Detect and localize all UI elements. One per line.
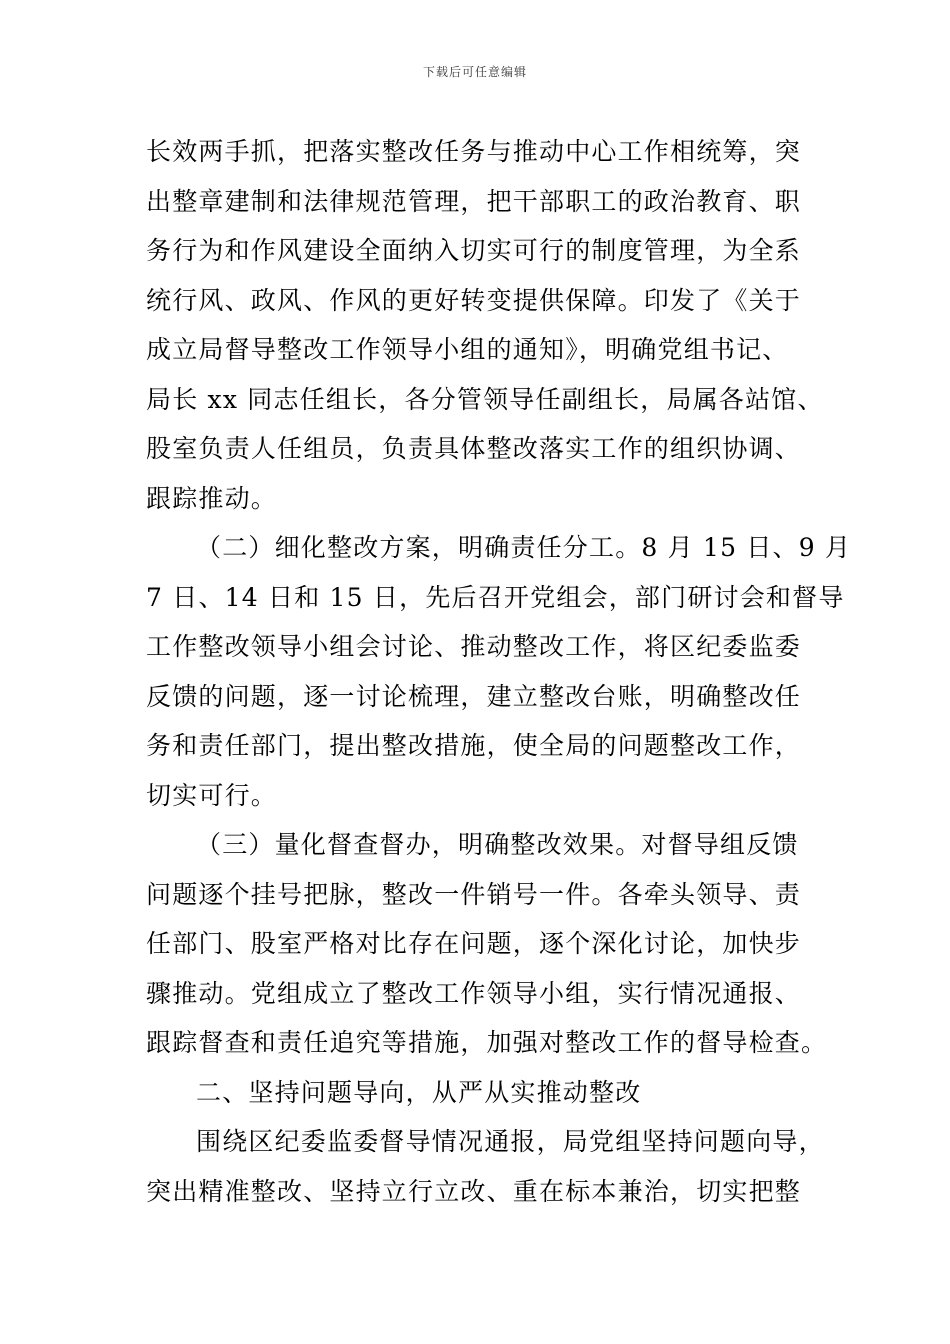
body-text — [146, 127, 852, 1216]
section-heading-2: （二）细化整改方案，明确责任分工。8 月 15 日、9 月 — [196, 533, 852, 562]
text-line: 反馈的问题，逐一讨论梳理，建立整改台账，明确整改任 — [146, 681, 802, 711]
text-line: 务和责任部门，提出整改措施，使全局的问题整改工作， — [146, 731, 802, 760]
text-line: 骤推动。党组成立了整改工作领导小组，实行情况通报、 — [146, 978, 802, 1008]
text-line: 股室负责人任组员，负责具体整改落实工作的组织协调、 — [146, 434, 802, 463]
text-line: 出整章建制和法律规范管理，把干部职工的政治教育、职 — [146, 186, 802, 216]
text-line: 成立局督导整改工作领导小组的通知》，明确党组书记、 — [146, 335, 789, 364]
text-line: 任部门、股室严格对比存在问题，逐个深化讨论，加快步 — [146, 929, 802, 958]
page-header: 下载后可任意编辑 — [422, 65, 527, 79]
text-line: 跟踪督查和责任追究等措施，加强对整改工作的督导检查。 — [146, 1028, 828, 1057]
text-line: 统行风、政风、作风的更好转变提供保障。印发了《关于 — [146, 285, 802, 315]
text-line: 7 日、14 日和 15 日，先后召开党组会，部门研讨会和督导 — [146, 582, 845, 612]
text-line: 跟踪推动。 — [146, 483, 278, 513]
section-heading-main: 二、坚持问题导向，从严从实推动整改 — [196, 1077, 642, 1107]
text-line: 长效两手抓，把落实整改任务与推动中心工作相统筹，突 — [146, 137, 802, 166]
text-line: 务行为和作风建设全面纳入切实可行的制度管理，为全系 — [146, 236, 802, 265]
text-line: 围绕区纪委监委督导情况通报，局党组坚持问题向导， — [196, 1127, 825, 1156]
text-line: 突出精准整改、坚持立行立改、重在标本兼治，切实把整 — [146, 1176, 802, 1206]
text-line: 局长 xx 同志任组长，各分管领导任副组长，局属各站馆、 — [146, 384, 824, 414]
section-heading-3: （三）量化督查督办，明确整改效果。对督导组反馈 — [196, 830, 799, 859]
text-line: 工作整改领导小组会讨论、推动整改工作，将区纪委监委 — [146, 632, 802, 661]
text-line: 问题逐个挂号把脉，整改一件销号一件。各牵头领导、责 — [146, 879, 802, 909]
text-line: 切实可行。 — [146, 780, 278, 810]
